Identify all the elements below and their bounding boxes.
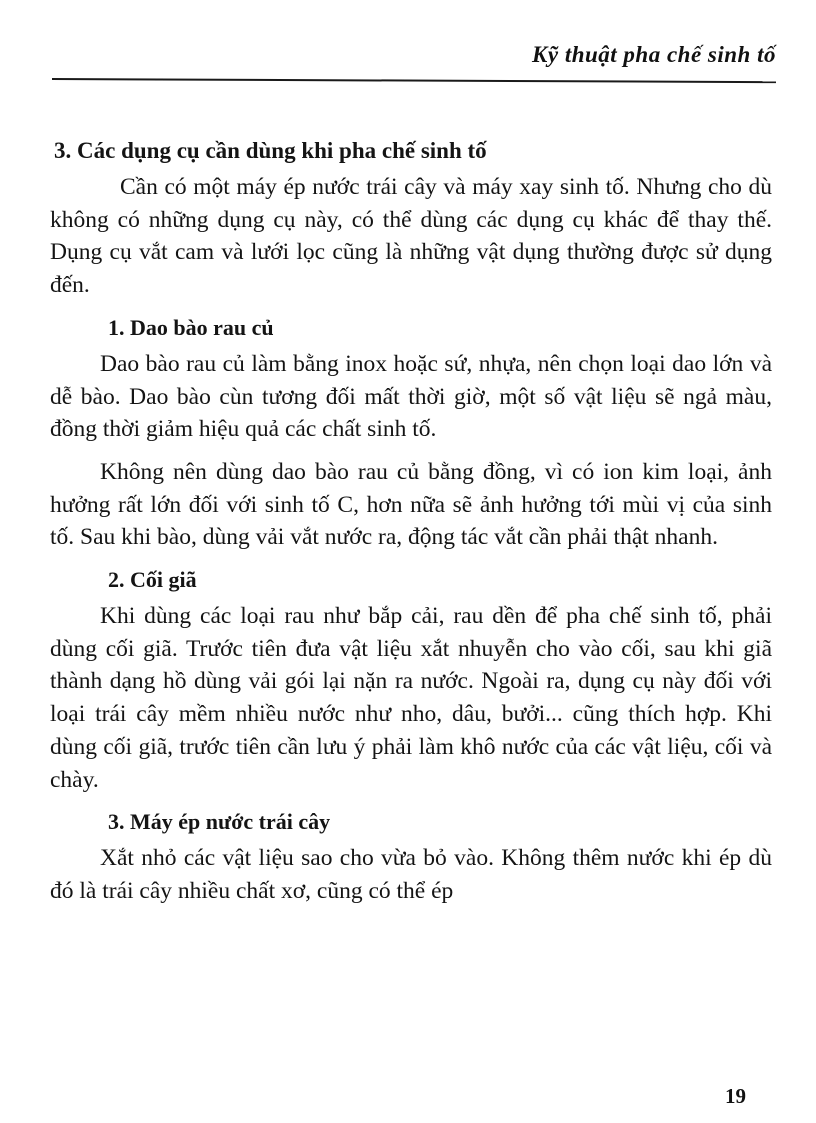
peeler-paragraph-1: Dao bào rau củ làm bằng inox hoặc sứ, nhựa, nên chọn loại dao lớn và dễ bào. Dao bào cùn tương đối mất thời giờ, một số vật liệu sẽ ngả màu, đồng thời giảm hiệu quả các chất sinh tố. <box>50 350 772 443</box>
page-body <box>50 134 772 918</box>
peeler-paragraph-2: Không nên dùng dao bào rau củ bằng đồng, vì có ion kim loại, ảnh hưởng rất lớn đối với sinh tố C, hơn nữa sẽ ảnh hưởng tới mùi vị của sinh tố. Sau khi bào, dùng vải vắt nước ra, động tác vắt cần phải thật nhanh. <box>50 458 772 551</box>
subheading-vegetable-peeler: 1. Dao bào rau củ <box>108 314 274 340</box>
section-intro-paragraph: Cần có một máy ép nước trái cây và máy xay sinh tố. Nhưng cho dù không có những dụng cụ này, có thể dùng các dụng cụ khác để thay thế. Dụng cụ vắt cam và lưới lọc cũng là những vật dụng thường được sử dụng đến. <box>50 174 772 299</box>
juicer-paragraph: Xắt nhỏ các vật liệu sao cho vừa bỏ vào. Không thêm nước khi ép dù đó là trái cây nhiều chất xơ, cũng có thể ép <box>50 845 772 904</box>
subheading-mortar: 2. Cối giã <box>108 567 197 593</box>
page-number: 19 <box>725 1084 746 1108</box>
subheading-juicer: 3. Máy ép nước trái cây <box>108 809 331 835</box>
mortar-paragraph: Khi dùng các loại rau như bắp cải, rau dền để pha chế sinh tố, phải dùng cối giã. Trước tiên đưa vật liệu xắt nhuyễn cho vào cối, sau khi giã thành dạng hồ dùng vải gói lại nặn ra nước. Ngoài ra, dụng cụ này đối với loại trái cây mềm nhiều nước như nho, dâu, bưởi... cũng thích hợp. Khi dùng cối giã, trước tiên cần lưu ý phải làm khô nước của các vật liệu, cối và chày. <box>50 603 772 793</box>
section-title: 3. Các dụng cụ cần dùng khi pha chế sinh tố <box>54 138 487 163</box>
running-header-title: Kỹ thuật pha chế sinh tố <box>532 42 776 67</box>
header-rule <box>52 78 776 83</box>
